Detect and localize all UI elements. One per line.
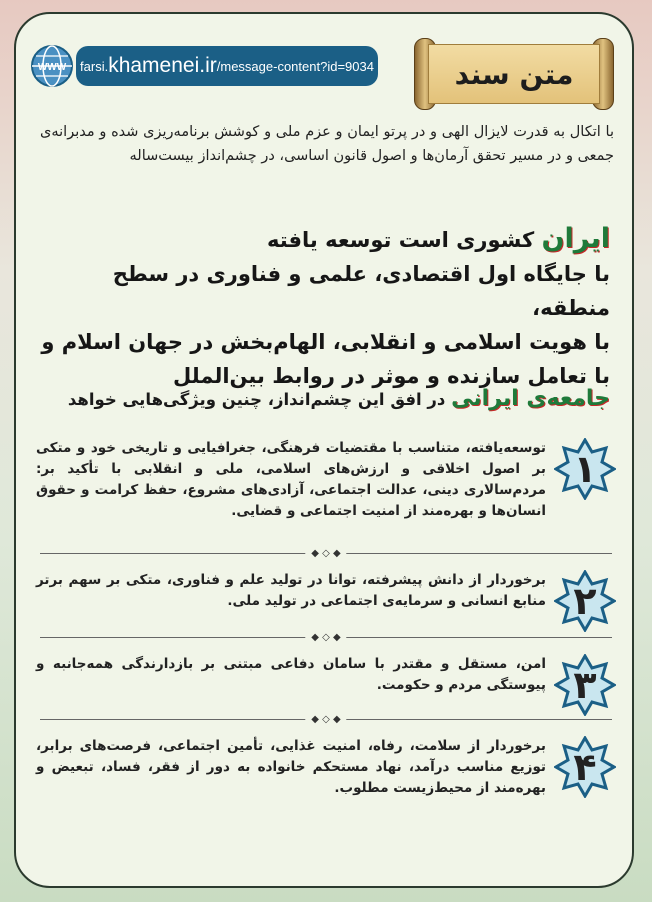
iran-word: ایران xyxy=(541,223,610,254)
intro-paragraph: با اتکال به قدرت لایزال الهی و در پرتو ایمان و عزم ملی و کوشش برنامه‌ریزی شده و مدبرانه‌ی جمعی و در مسیر تحقق آرمان‌ها و اصول قانون اساسی، در چشم‌انداز بیست‌ساله xyxy=(40,124,614,164)
separator-ornament: ◆ ◇ ◆ xyxy=(305,548,346,560)
vision-line-3: با هویت اسلامی و انقلابی، الهام‌بخش در جهان اسلام و xyxy=(41,330,610,354)
item-text-3: امن، مستقل و مقتدر با سامان دفاعی مبتنی بر بازدارندگی همه‌جانبه و پیوستگی مردم و حکومت. xyxy=(36,656,546,693)
url-path: /message-content?id=9034 xyxy=(216,58,374,74)
separator-3 xyxy=(40,714,612,726)
item-number-4: ۴ xyxy=(573,745,597,789)
scroll-paper xyxy=(428,44,600,104)
separator-2 xyxy=(40,632,612,644)
separator-1 xyxy=(40,548,612,560)
society-rest: در افق این چشم‌انداز، چنین ویژگی‌هایی خواهد xyxy=(67,390,446,409)
vision-line-4: با تعامل سازنده و موثر در روابط بین‌الملل xyxy=(173,364,610,388)
item-number-1: ۱ xyxy=(573,447,597,491)
number-badge-4 xyxy=(554,736,616,798)
separator-ornament: ◆ ◇ ◆ xyxy=(305,632,346,644)
number-badge-1 xyxy=(554,438,616,500)
item-text-1: توسعه‌یافته، متناسب با مقتضیات فرهنگی، جغرافیایی و تاریخی خود و متکی بر اصول اخلاقی و ارزش‌های اسلامی، ملی و انقلابی با تأکید بر: مردم‌سالاری دینی، عدالت اجتماعی، آزادی‌های مشروع، حفظ کرامت و حقوق انسان‌ها و بهره‌مند از امنیت اجتماعی و قضایی. xyxy=(36,440,546,519)
title-scroll xyxy=(414,38,614,108)
globe-label: WWW xyxy=(37,62,67,73)
feature-item-3 xyxy=(36,654,616,707)
vision-line-2: با جایگاه اول اقتصادی، علمی و فناوری در سطح منطقه، xyxy=(112,262,610,320)
item-number-2: ۲ xyxy=(573,579,597,623)
society-heading xyxy=(40,386,610,411)
item-number-3: ۳ xyxy=(573,663,597,707)
number-badge-2 xyxy=(554,570,616,632)
vision-statement xyxy=(40,222,610,393)
page-title: متن سند xyxy=(454,57,574,91)
feature-item-1 xyxy=(36,438,616,522)
url-domain: khamenei.ir xyxy=(108,54,217,77)
separator-ornament: ◆ ◇ ◆ xyxy=(305,714,346,726)
url-prefix: farsi. xyxy=(80,58,109,74)
society-highlight: جامعه‌ی ایرانی xyxy=(451,386,610,411)
number-badge-3 xyxy=(554,654,616,716)
item-text-2: برخوردار از دانش پیشرفته، توانا در تولید علم و فناوری، متکی بر سهم برتر منابع انسانی و سرمایه‌ی اجتماعی در تولید ملی. xyxy=(36,572,546,609)
source-url[interactable] xyxy=(76,46,378,86)
feature-item-2 xyxy=(36,570,616,623)
globe-icon xyxy=(30,44,74,88)
item-text-4: برخوردار از سلامت، رفاه، امنیت غذایی، تأمین اجتماعی، فرصت‌های برابر، توزیع مناسب درآمد، نهاد مستحکم خانواده به دور از فقر، فساد، تبعیض و بهره‌مند از محیط‌زیست مطلوب. xyxy=(36,738,546,796)
vision-line-1-text: کشوری است توسعه یافته xyxy=(266,228,535,252)
vision-line-1 xyxy=(40,222,610,257)
feature-item-4 xyxy=(36,736,616,799)
